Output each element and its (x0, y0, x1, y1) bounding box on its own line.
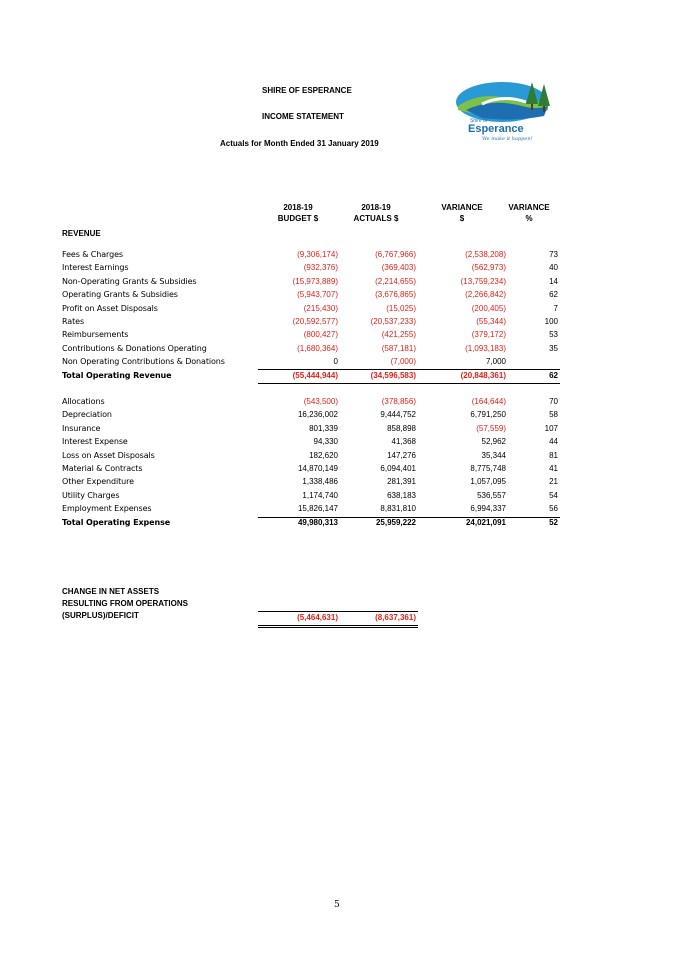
cell-label: Material & Contracts (62, 464, 143, 473)
cell-label: Interest Expense (62, 437, 128, 447)
cell-budget: 14,870,149 (297, 464, 338, 473)
cell-budget: (55,444,944) (292, 370, 338, 380)
col-variance-header (422, 202, 502, 224)
table-row (62, 491, 560, 504)
cell-var: (57,559) (476, 423, 506, 433)
cell-actual: (2,214,655) (375, 276, 416, 286)
cell-pct: 44 (549, 437, 558, 447)
change-double-rule-1 (258, 625, 418, 626)
cell-pct: 58 (549, 410, 558, 420)
change-actual: (8,637,361) (375, 613, 416, 622)
cell-var: (2,266,842) (465, 290, 506, 300)
table-row (62, 464, 560, 477)
cell-pct: 100 (544, 317, 558, 326)
cell-budget: 49,980,313 (297, 517, 338, 527)
cell-var: (1,093,183) (465, 343, 506, 353)
cell-label: Utility Charges (62, 490, 120, 500)
cell-budget: (932,376) (303, 263, 338, 273)
change-line2: RESULTING FROM OPERATIONS (62, 599, 188, 608)
change-budget: (5,464,631) (297, 613, 338, 622)
table-row (62, 397, 560, 410)
table-row (62, 344, 560, 357)
period-title: Actuals for Month Ended 31 January 2019 (220, 139, 379, 148)
col-budget-line1: 2018-19 (283, 203, 313, 212)
cell-label: Loss on Asset Disposals (62, 450, 155, 460)
col-variance-pct-line2: % (525, 214, 533, 223)
cell-var: 6,791,250 (470, 410, 506, 420)
change-line3: (SURPLUS)/DEFICIT (62, 611, 139, 620)
change-label (62, 586, 188, 622)
cell-budget: 94,330 (313, 437, 338, 447)
table-row (62, 304, 560, 317)
expense-total-row (62, 518, 560, 531)
cell-budget: (800,427) (303, 330, 338, 340)
table-row (62, 330, 560, 343)
cell-var: 6,994,337 (470, 504, 506, 514)
cell-var: 7,000 (485, 357, 506, 367)
cell-var: (562,973) (471, 263, 506, 273)
cell-actual: (369,403) (381, 263, 416, 273)
cell-pct: 107 (544, 423, 558, 433)
cell-actual: 147,276 (387, 450, 416, 460)
cell-label: Other Expenditure (62, 477, 134, 487)
cell-actual: (34,596,583) (370, 370, 416, 380)
logo-line1: Shire of (470, 118, 488, 124)
cell-pct: 70 (549, 397, 558, 406)
change-double-rule-2 (258, 627, 418, 628)
cell-actual: 638,183 (387, 490, 416, 500)
cell-pct: 53 (549, 330, 558, 340)
cell-actual: 41,368 (391, 437, 416, 447)
revenue-heading: REVENUE (62, 229, 101, 238)
cell-var: (20,848,361) (460, 370, 506, 380)
cell-var: 8,775,748 (470, 464, 506, 473)
document-title: SHIRE OF ESPERANCE (262, 86, 352, 95)
cell-label: Non Operating Contributions & Donations (62, 357, 225, 367)
cell-pct: 62 (549, 370, 558, 380)
cell-actual: 9,444,752 (380, 410, 416, 420)
cell-var: (55,344) (476, 317, 506, 326)
cell-label: Allocations (62, 397, 105, 406)
cell-pct: 54 (549, 490, 558, 500)
cell-label: Profit on Asset Disposals (62, 303, 158, 313)
cell-pct: 7 (553, 303, 558, 313)
table-row (62, 410, 560, 423)
shire-logo (452, 80, 560, 142)
cell-actual: (587,181) (381, 343, 416, 353)
cell-actual: (15,025) (386, 303, 416, 313)
col-budget-line2: BUDGET $ (277, 214, 319, 223)
logo-tagline: We make it happen! (482, 136, 533, 142)
cell-pct: 40 (549, 263, 558, 273)
cell-actual: 6,094,401 (380, 464, 416, 473)
cell-budget: (5,943,707) (297, 290, 338, 300)
expense-total-rule (258, 517, 560, 518)
cell-pct: 41 (549, 464, 558, 473)
cell-budget: 16,236,002 (297, 410, 338, 420)
cell-budget: 801,339 (309, 423, 338, 433)
cell-var: (164,644) (471, 397, 506, 406)
table-row (62, 504, 560, 517)
cell-var: 24,021,091 (465, 517, 506, 527)
cell-budget: 15,826,147 (297, 504, 338, 514)
cell-var: 52,962 (481, 437, 506, 447)
col-actual-header (336, 202, 416, 224)
cell-label: Depreciation (62, 410, 112, 420)
cell-var: 536,557 (477, 490, 506, 500)
cell-pct: 81 (549, 450, 558, 460)
revenue-total-underline (258, 383, 560, 384)
cell-actual: 281,391 (387, 477, 416, 487)
cell-var: 35,344 (481, 450, 506, 460)
table-row (62, 277, 560, 290)
cell-label: Interest Earnings (62, 263, 129, 273)
cell-actual: (421,255) (381, 330, 416, 340)
cell-var: 1,057,095 (470, 477, 506, 487)
cell-pct: 62 (549, 290, 558, 300)
cell-actual: 858,898 (387, 423, 416, 433)
cell-label: Non-Operating Grants & Subsidies (62, 276, 197, 286)
cell-var: (200,405) (471, 303, 506, 313)
cell-budget: (215,430) (303, 303, 338, 313)
cell-label: Employment Expenses (62, 504, 152, 514)
cell-label: Insurance (62, 423, 101, 433)
cell-budget: 182,620 (309, 450, 338, 460)
shire-logo-graphic (452, 80, 560, 142)
table-row (62, 437, 560, 450)
table-row (62, 317, 560, 330)
cell-pct: 35 (549, 343, 558, 353)
cell-actual: (20,537,233) (370, 317, 416, 326)
cell-label: Operating Grants & Subsidies (62, 290, 178, 300)
col-variance-line1: VARIANCE (441, 203, 483, 212)
cell-label: Contributions & Donations Operating (62, 343, 207, 353)
table-row (62, 250, 560, 263)
cell-label: Total Operating Revenue (62, 370, 172, 380)
table-row (62, 424, 560, 437)
cell-label: Fees & Charges (62, 250, 123, 259)
col-budget-header (258, 202, 338, 224)
table-row (62, 477, 560, 490)
cell-var: (2,538,208) (465, 250, 506, 259)
col-variance-pct-line1: VARIANCE (508, 203, 550, 212)
cell-budget: 1,338,486 (302, 477, 338, 487)
col-variance-line2: $ (459, 214, 465, 223)
cell-label: Total Operating Expense (62, 517, 171, 527)
statement-title: INCOME STATEMENT (262, 112, 344, 121)
cell-budget: (20,592,577) (292, 317, 338, 326)
cell-budget: (1,680,364) (297, 343, 338, 353)
cell-budget: (9,306,174) (297, 250, 338, 259)
cell-pct: 14 (549, 276, 558, 286)
cell-actual: (378,856) (381, 397, 416, 406)
cell-var: (379,172) (471, 330, 506, 340)
cell-actual: (7,000) (390, 357, 416, 367)
cell-budget: 1,174,740 (302, 490, 338, 500)
table-row (62, 263, 560, 276)
col-actual-line1: 2018-19 (361, 203, 391, 212)
cell-var: (13,759,234) (460, 276, 506, 286)
page-number: 5 (334, 900, 340, 910)
cell-actual: 25,959,222 (375, 517, 416, 527)
cell-actual: (3,676,865) (375, 290, 416, 300)
cell-budget: 0 (333, 357, 338, 367)
col-actual-line2: ACTUALS $ (353, 214, 399, 223)
revenue-total-row (62, 371, 560, 384)
cell-actual: 8,831,810 (380, 504, 416, 514)
cell-pct: 56 (549, 504, 558, 514)
col-variance-pct-header (494, 202, 564, 224)
change-line1: CHANGE IN NET ASSETS (62, 587, 160, 596)
cell-label: Reimbursements (62, 330, 129, 340)
cell-pct: 21 (549, 477, 558, 487)
cell-pct: 52 (549, 517, 558, 527)
cell-actual: (6,767,966) (375, 250, 416, 259)
table-row (62, 290, 560, 303)
cell-pct: 73 (549, 250, 558, 259)
cell-label: Rates (62, 317, 85, 326)
revenue-total-rule (258, 369, 560, 370)
cell-budget: (543,500) (303, 397, 338, 406)
cell-budget: (15,973,889) (292, 276, 338, 286)
table-row (62, 451, 560, 464)
change-top-rule (258, 611, 418, 612)
logo-line2: Esperance (468, 123, 524, 135)
